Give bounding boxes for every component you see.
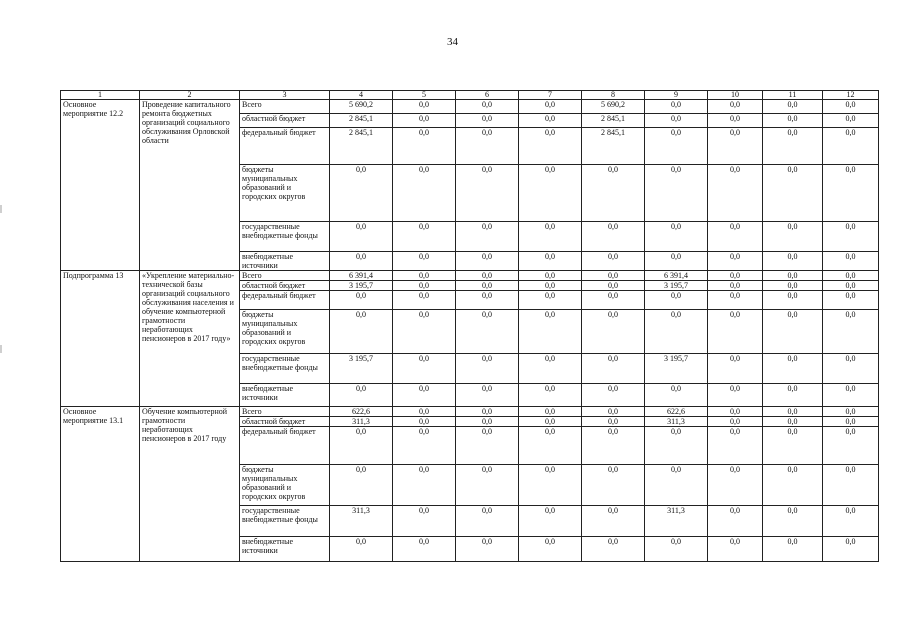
amount-cell: 5 690,2	[330, 100, 393, 114]
program-description-cell: Проведение капитального ремонта бюджетных организаций социального обслуживания Орловской области	[140, 100, 240, 271]
amount-cell: 622,6	[330, 407, 393, 417]
amount-cell: 0,0	[393, 384, 456, 407]
amount-cell: 0,0	[708, 427, 763, 465]
amount-cell: 0,0	[823, 281, 879, 291]
amount-cell: 0,0	[519, 291, 582, 310]
amount-cell: 0,0	[393, 271, 456, 281]
amount-cell: 0,0	[456, 310, 519, 354]
amount-cell: 0,0	[456, 271, 519, 281]
funding-source-cell: федеральный бюджет	[240, 427, 330, 465]
amount-cell: 0,0	[763, 291, 823, 310]
amount-cell: 0,0	[645, 291, 708, 310]
amount-cell: 0,0	[456, 465, 519, 506]
amount-cell: 0,0	[456, 407, 519, 417]
amount-cell: 0,0	[582, 427, 645, 465]
program-name-cell: Основное мероприятие 13.1	[61, 407, 140, 562]
amount-cell: 0,0	[519, 114, 582, 128]
funding-source-cell: бюджеты муниципальных образований и городских округов	[240, 465, 330, 506]
amount-cell: 0,0	[823, 427, 879, 465]
amount-cell: 0,0	[519, 384, 582, 407]
amount-cell: 0,0	[456, 291, 519, 310]
amount-cell: 0,0	[330, 252, 393, 271]
funding-source-cell: областной бюджет	[240, 281, 330, 291]
amount-cell: 0,0	[582, 465, 645, 506]
amount-cell: 0,0	[708, 465, 763, 506]
column-number: 11	[763, 91, 823, 100]
amount-cell: 0,0	[645, 100, 708, 114]
amount-cell: 0,0	[582, 537, 645, 562]
funding-source-cell: государственные внебюджетные фонды	[240, 506, 330, 537]
amount-cell: 0,0	[708, 537, 763, 562]
amount-cell: 0,0	[708, 506, 763, 537]
budget-table	[60, 90, 879, 562]
amount-cell: 0,0	[708, 384, 763, 407]
program-name-cell: Подпрограмма 13	[61, 271, 140, 407]
amount-cell: 0,0	[763, 537, 823, 562]
amount-cell: 0,0	[763, 427, 823, 465]
amount-cell: 0,0	[708, 281, 763, 291]
amount-cell: 0,0	[519, 128, 582, 165]
amount-cell: 0,0	[519, 222, 582, 252]
amount-cell: 0,0	[393, 506, 456, 537]
amount-cell: 0,0	[823, 114, 879, 128]
amount-cell: 6 391,4	[645, 271, 708, 281]
amount-cell: 0,0	[456, 165, 519, 222]
amount-cell: 0,0	[708, 271, 763, 281]
amount-cell: 0,0	[582, 291, 645, 310]
amount-cell: 0,0	[393, 354, 456, 384]
amount-cell: 0,0	[456, 384, 519, 407]
amount-cell: 0,0	[645, 465, 708, 506]
amount-cell: 0,0	[582, 417, 645, 427]
amount-cell: 0,0	[645, 114, 708, 128]
amount-cell: 0,0	[763, 407, 823, 417]
funding-source-cell: федеральный бюджет	[240, 128, 330, 165]
amount-cell: 0,0	[823, 537, 879, 562]
column-number: 8	[582, 91, 645, 100]
amount-cell: 0,0	[823, 354, 879, 384]
funding-source-cell: внебюджетные источники	[240, 537, 330, 562]
amount-cell: 2 845,1	[330, 114, 393, 128]
amount-cell: 0,0	[330, 384, 393, 407]
amount-cell: 0,0	[519, 252, 582, 271]
amount-cell: 0,0	[393, 128, 456, 165]
amount-cell: 0,0	[763, 384, 823, 407]
funding-source-cell: Всего	[240, 271, 330, 281]
amount-cell: 0,0	[708, 310, 763, 354]
amount-cell: 0,0	[708, 165, 763, 222]
amount-cell: 0,0	[708, 252, 763, 271]
header-row	[61, 91, 879, 100]
amount-cell: 0,0	[582, 310, 645, 354]
funding-source-cell: областной бюджет	[240, 417, 330, 427]
amount-cell: 0,0	[763, 128, 823, 165]
amount-cell: 0,0	[823, 222, 879, 252]
amount-cell: 0,0	[823, 465, 879, 506]
amount-cell: 0,0	[393, 281, 456, 291]
amount-cell: 6 391,4	[330, 271, 393, 281]
amount-cell: 0,0	[582, 407, 645, 417]
amount-cell: 0,0	[823, 407, 879, 417]
amount-cell: 0,0	[393, 465, 456, 506]
amount-cell: 311,3	[645, 417, 708, 427]
amount-cell: 0,0	[823, 252, 879, 271]
table-row	[61, 407, 879, 417]
amount-cell: 0,0	[582, 165, 645, 222]
scan-edge-mark	[0, 345, 2, 353]
amount-cell: 0,0	[393, 222, 456, 252]
amount-cell: 0,0	[582, 281, 645, 291]
amount-cell: 0,0	[763, 114, 823, 128]
column-number: 5	[393, 91, 456, 100]
amount-cell: 0,0	[456, 252, 519, 271]
amount-cell: 0,0	[456, 128, 519, 165]
amount-cell: 0,0	[393, 417, 456, 427]
amount-cell: 0,0	[393, 114, 456, 128]
amount-cell: 0,0	[763, 222, 823, 252]
amount-cell: 0,0	[708, 114, 763, 128]
amount-cell: 0,0	[645, 384, 708, 407]
amount-cell: 0,0	[456, 222, 519, 252]
amount-cell: 0,0	[823, 271, 879, 281]
amount-cell: 0,0	[645, 252, 708, 271]
table-row	[61, 100, 879, 114]
column-number: 1	[61, 91, 140, 100]
amount-cell: 5 690,2	[582, 100, 645, 114]
amount-cell: 311,3	[330, 417, 393, 427]
amount-cell: 0,0	[519, 281, 582, 291]
amount-cell: 0,0	[763, 100, 823, 114]
amount-cell: 0,0	[456, 417, 519, 427]
amount-cell: 0,0	[823, 128, 879, 165]
amount-cell: 0,0	[708, 354, 763, 384]
amount-cell: 0,0	[763, 165, 823, 222]
amount-cell: 2 845,1	[582, 114, 645, 128]
amount-cell: 0,0	[708, 417, 763, 427]
amount-cell: 311,3	[645, 506, 708, 537]
amount-cell: 0,0	[823, 310, 879, 354]
amount-cell: 0,0	[708, 407, 763, 417]
amount-cell: 0,0	[393, 427, 456, 465]
amount-cell: 0,0	[519, 354, 582, 384]
funding-source-cell: бюджеты муниципальных образований и городских округов	[240, 165, 330, 222]
amount-cell: 0,0	[393, 165, 456, 222]
amount-cell: 0,0	[519, 407, 582, 417]
funding-source-cell: областной бюджет	[240, 114, 330, 128]
amount-cell: 0,0	[763, 281, 823, 291]
funding-source-cell: внебюджетные источники	[240, 252, 330, 271]
amount-cell: 0,0	[645, 310, 708, 354]
amount-cell: 0,0	[823, 384, 879, 407]
amount-cell: 2 845,1	[582, 128, 645, 165]
amount-cell: 0,0	[330, 537, 393, 562]
amount-cell: 0,0	[708, 291, 763, 310]
amount-cell: 0,0	[393, 100, 456, 114]
amount-cell: 0,0	[582, 506, 645, 537]
column-number: 9	[645, 91, 708, 100]
column-number: 7	[519, 91, 582, 100]
column-number: 2	[140, 91, 240, 100]
amount-cell: 0,0	[823, 417, 879, 427]
amount-cell: 0,0	[582, 252, 645, 271]
funding-source-cell: Всего	[240, 100, 330, 114]
program-description-cell: Обучение компьютерной грамотности неработающих пенсионеров в 2017 году	[140, 407, 240, 562]
amount-cell: 0,0	[763, 271, 823, 281]
amount-cell: 0,0	[763, 354, 823, 384]
amount-cell: 0,0	[330, 222, 393, 252]
amount-cell: 0,0	[763, 417, 823, 427]
amount-cell: 0,0	[456, 506, 519, 537]
amount-cell: 0,0	[456, 100, 519, 114]
amount-cell: 0,0	[519, 165, 582, 222]
amount-cell: 0,0	[519, 310, 582, 354]
amount-cell: 0,0	[763, 252, 823, 271]
amount-cell: 0,0	[582, 354, 645, 384]
program-name-cell: Основное мероприятие 12.2	[61, 100, 140, 271]
amount-cell: 0,0	[519, 417, 582, 427]
amount-cell: 0,0	[456, 114, 519, 128]
column-number: 6	[456, 91, 519, 100]
amount-cell: 0,0	[763, 310, 823, 354]
column-number: 10	[708, 91, 763, 100]
amount-cell: 0,0	[519, 506, 582, 537]
amount-cell: 0,0	[582, 271, 645, 281]
program-description-cell: «Укрепление материально-технической базы организаций социального обслуживания населения и обучение компьютерной грамотности неработающих пенсионеров в 2017 году»	[140, 271, 240, 407]
page-number: 34	[447, 36, 458, 48]
amount-cell: 0,0	[519, 537, 582, 562]
amount-cell: 311,3	[330, 506, 393, 537]
amount-cell: 0,0	[393, 407, 456, 417]
funding-source-cell: государственные внебюджетные фонды	[240, 222, 330, 252]
column-number: 12	[823, 91, 879, 100]
amount-cell: 0,0	[708, 128, 763, 165]
amount-cell: 0,0	[823, 506, 879, 537]
amount-cell: 0,0	[393, 537, 456, 562]
amount-cell: 0,0	[456, 537, 519, 562]
amount-cell: 3 195,7	[330, 281, 393, 291]
amount-cell: 0,0	[456, 427, 519, 465]
scan-edge-mark	[0, 205, 2, 213]
amount-cell: 0,0	[645, 427, 708, 465]
amount-cell: 0,0	[456, 354, 519, 384]
amount-cell: 0,0	[645, 537, 708, 562]
amount-cell: 622,6	[645, 407, 708, 417]
table-row	[61, 271, 879, 281]
amount-cell: 0,0	[330, 465, 393, 506]
amount-cell: 0,0	[645, 165, 708, 222]
funding-source-cell: Всего	[240, 407, 330, 417]
amount-cell: 0,0	[330, 310, 393, 354]
amount-cell: 0,0	[519, 271, 582, 281]
funding-source-cell: государственные внебюджетные фонды	[240, 354, 330, 384]
amount-cell: 0,0	[393, 252, 456, 271]
amount-cell: 0,0	[823, 291, 879, 310]
column-number: 3	[240, 91, 330, 100]
amount-cell: 0,0	[519, 427, 582, 465]
amount-cell: 0,0	[456, 281, 519, 291]
amount-cell: 0,0	[645, 222, 708, 252]
amount-cell: 0,0	[519, 100, 582, 114]
table-body	[61, 100, 879, 562]
amount-cell: 0,0	[708, 100, 763, 114]
amount-cell: 0,0	[582, 222, 645, 252]
amount-cell: 0,0	[330, 291, 393, 310]
amount-cell: 0,0	[763, 506, 823, 537]
amount-cell: 3 195,7	[645, 281, 708, 291]
amount-cell: 3 195,7	[330, 354, 393, 384]
column-number: 4	[330, 91, 393, 100]
amount-cell: 0,0	[519, 465, 582, 506]
amount-cell: 3 195,7	[645, 354, 708, 384]
funding-source-cell: внебюджетные источники	[240, 384, 330, 407]
amount-cell: 0,0	[330, 165, 393, 222]
amount-cell: 2 845,1	[330, 128, 393, 165]
amount-cell: 0,0	[708, 222, 763, 252]
amount-cell: 0,0	[582, 384, 645, 407]
amount-cell: 0,0	[393, 291, 456, 310]
amount-cell: 0,0	[823, 100, 879, 114]
amount-cell: 0,0	[823, 165, 879, 222]
funding-source-cell: бюджеты муниципальных образований и городских округов	[240, 310, 330, 354]
amount-cell: 0,0	[645, 128, 708, 165]
funding-source-cell: федеральный бюджет	[240, 291, 330, 310]
amount-cell: 0,0	[393, 310, 456, 354]
amount-cell: 0,0	[763, 465, 823, 506]
amount-cell: 0,0	[330, 427, 393, 465]
